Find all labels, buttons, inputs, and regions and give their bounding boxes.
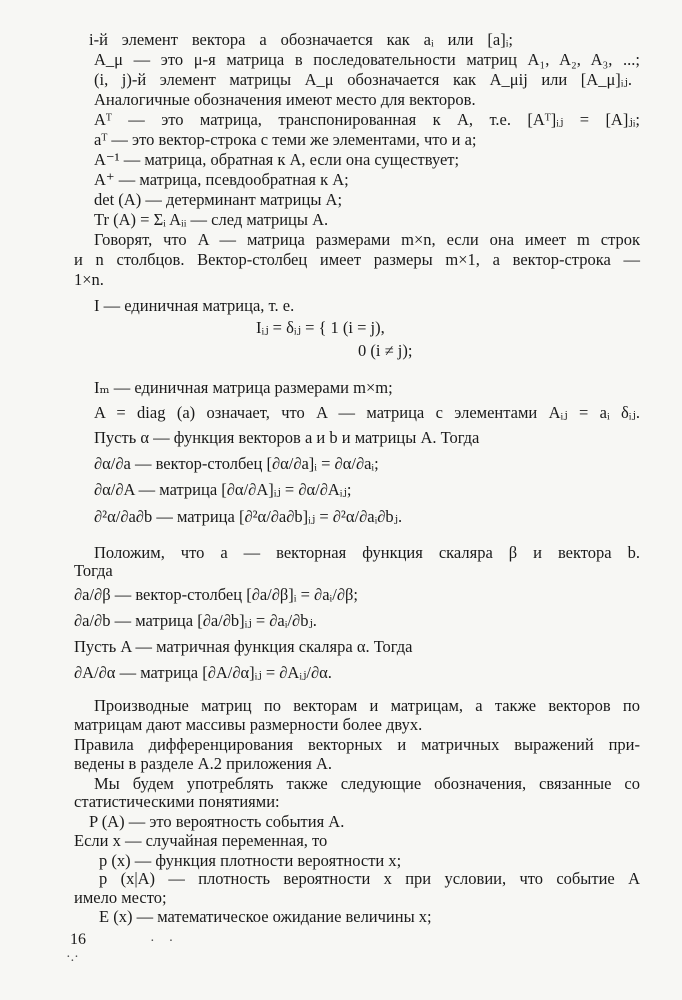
text-line: p (x) — функция плотности вероятности x; (99, 851, 402, 870)
text-line: Аналогичные обозначения имеют место для векторов. (94, 90, 476, 109)
formula-line: ∂a/∂β — вектор-столбец [∂a/∂β]ᵢ = ∂aᵢ/∂β; (74, 585, 358, 604)
formula-identity-case: 0 (i ≠ j); (358, 341, 413, 360)
print-speck: ·.· (66, 950, 79, 965)
text-line: Производные матриц по векторам и матрицам, а также векторов по (94, 696, 640, 715)
text-line: ведены в разделе А.2 приложения А. (74, 754, 332, 773)
formula-line: ∂α/∂a — вектор-столбец [∂α/∂a]ᵢ = ∂α/∂aᵢ; (94, 454, 379, 473)
text-line: det (A) — детерминант матрицы A; (94, 190, 343, 209)
text-line: A⁻¹ — матрица, обратная к A, если она существует; (94, 150, 460, 169)
text-line: E (x) — математическое ожидание величины x; (99, 907, 432, 926)
text-line: Tr (A) = Σᵢ Aᵢᵢ — след матрицы A. (94, 210, 329, 229)
text-line: Говорят, что A — матрица размерами m×n, если она имеет m строк (94, 230, 640, 249)
text-line: (i, j)-й элемент матрицы A_μ обозначается как A_μij или [A_μ]ᵢⱼ. (94, 70, 632, 89)
text-line: A⁺ — матрица, псевдообратная к A; (94, 170, 349, 189)
text-line: I — единичная матрица, т. е. (94, 296, 295, 315)
text-line: имело место; (74, 888, 167, 907)
text-line: Мы будем употреблять также следующие обозначения, связанные со (94, 774, 640, 793)
text-line: 1×n. (74, 270, 104, 289)
text-line: Aᵀ — это матрица, транспонированная к A, т.е. [Aᵀ]ᵢⱼ = [A]ⱼᵢ; (94, 110, 640, 129)
text-line: Тогда (74, 561, 113, 580)
text-line: aᵀ — это вектор-строка с теми же элементами, что и a; (94, 130, 477, 149)
page-number: 16 (70, 931, 86, 948)
text-line: p (x|A) — плотность вероятности x при условии, что событие A (99, 869, 640, 888)
text-line: Пусть α — функция векторов a и b и матрицы A. Тогда (94, 428, 480, 447)
formula-line: ∂a/∂b — матрица [∂a/∂b]ᵢⱼ = ∂aᵢ/∂bⱼ. (74, 611, 317, 630)
text-line: статистическими понятиями: (74, 792, 280, 811)
text-line: и n столбцов. Вектор-столбец имеет размеры m×1, а вектор-строка — (74, 250, 640, 269)
text-line: A = diag (a) означает, что A — матрица с элементами Aᵢⱼ = aᵢ δᵢⱼ. (94, 403, 640, 422)
text-line: A_μ — это μ-я матрица в последовательности матриц A₁, A₂, A₃, ...; (94, 50, 640, 69)
text-line: Правила дифференцирования векторных и матричных выражений при- (74, 735, 640, 754)
formula-identity: Iᵢⱼ = δᵢⱼ = { 1 (i = j), (256, 318, 385, 337)
print-speck: · · (150, 934, 174, 949)
text-line: матрицам дают массивы размерности более двух. (74, 715, 423, 734)
formula-line: ∂α/∂A — матрица [∂α/∂A]ᵢⱼ = ∂α/∂Aᵢⱼ; (94, 480, 352, 499)
text-line: Iₘ — единичная матрица размерами m×m; (94, 378, 393, 397)
text-line: Пусть A — матричная функция скаляра α. Тогда (74, 637, 413, 656)
text-line: Положим, что a — векторная функция скаляра β и вектора b. (94, 543, 640, 562)
text-line: i-й элемент вектора a обозначается как aᵢ или [a]ᵢ; (89, 30, 513, 49)
text-line: Если x — случайная переменная, то (74, 831, 328, 850)
formula-line: ∂A/∂α — матрица [∂A/∂α]ᵢⱼ = ∂Aᵢⱼ/∂α. (74, 663, 332, 682)
text-line: P (A) — это вероятность события A. (89, 812, 345, 831)
formula-line: ∂²α/∂a∂b — матрица [∂²α/∂a∂b]ᵢⱼ = ∂²α/∂aᵢ∂bⱼ. (94, 507, 403, 526)
